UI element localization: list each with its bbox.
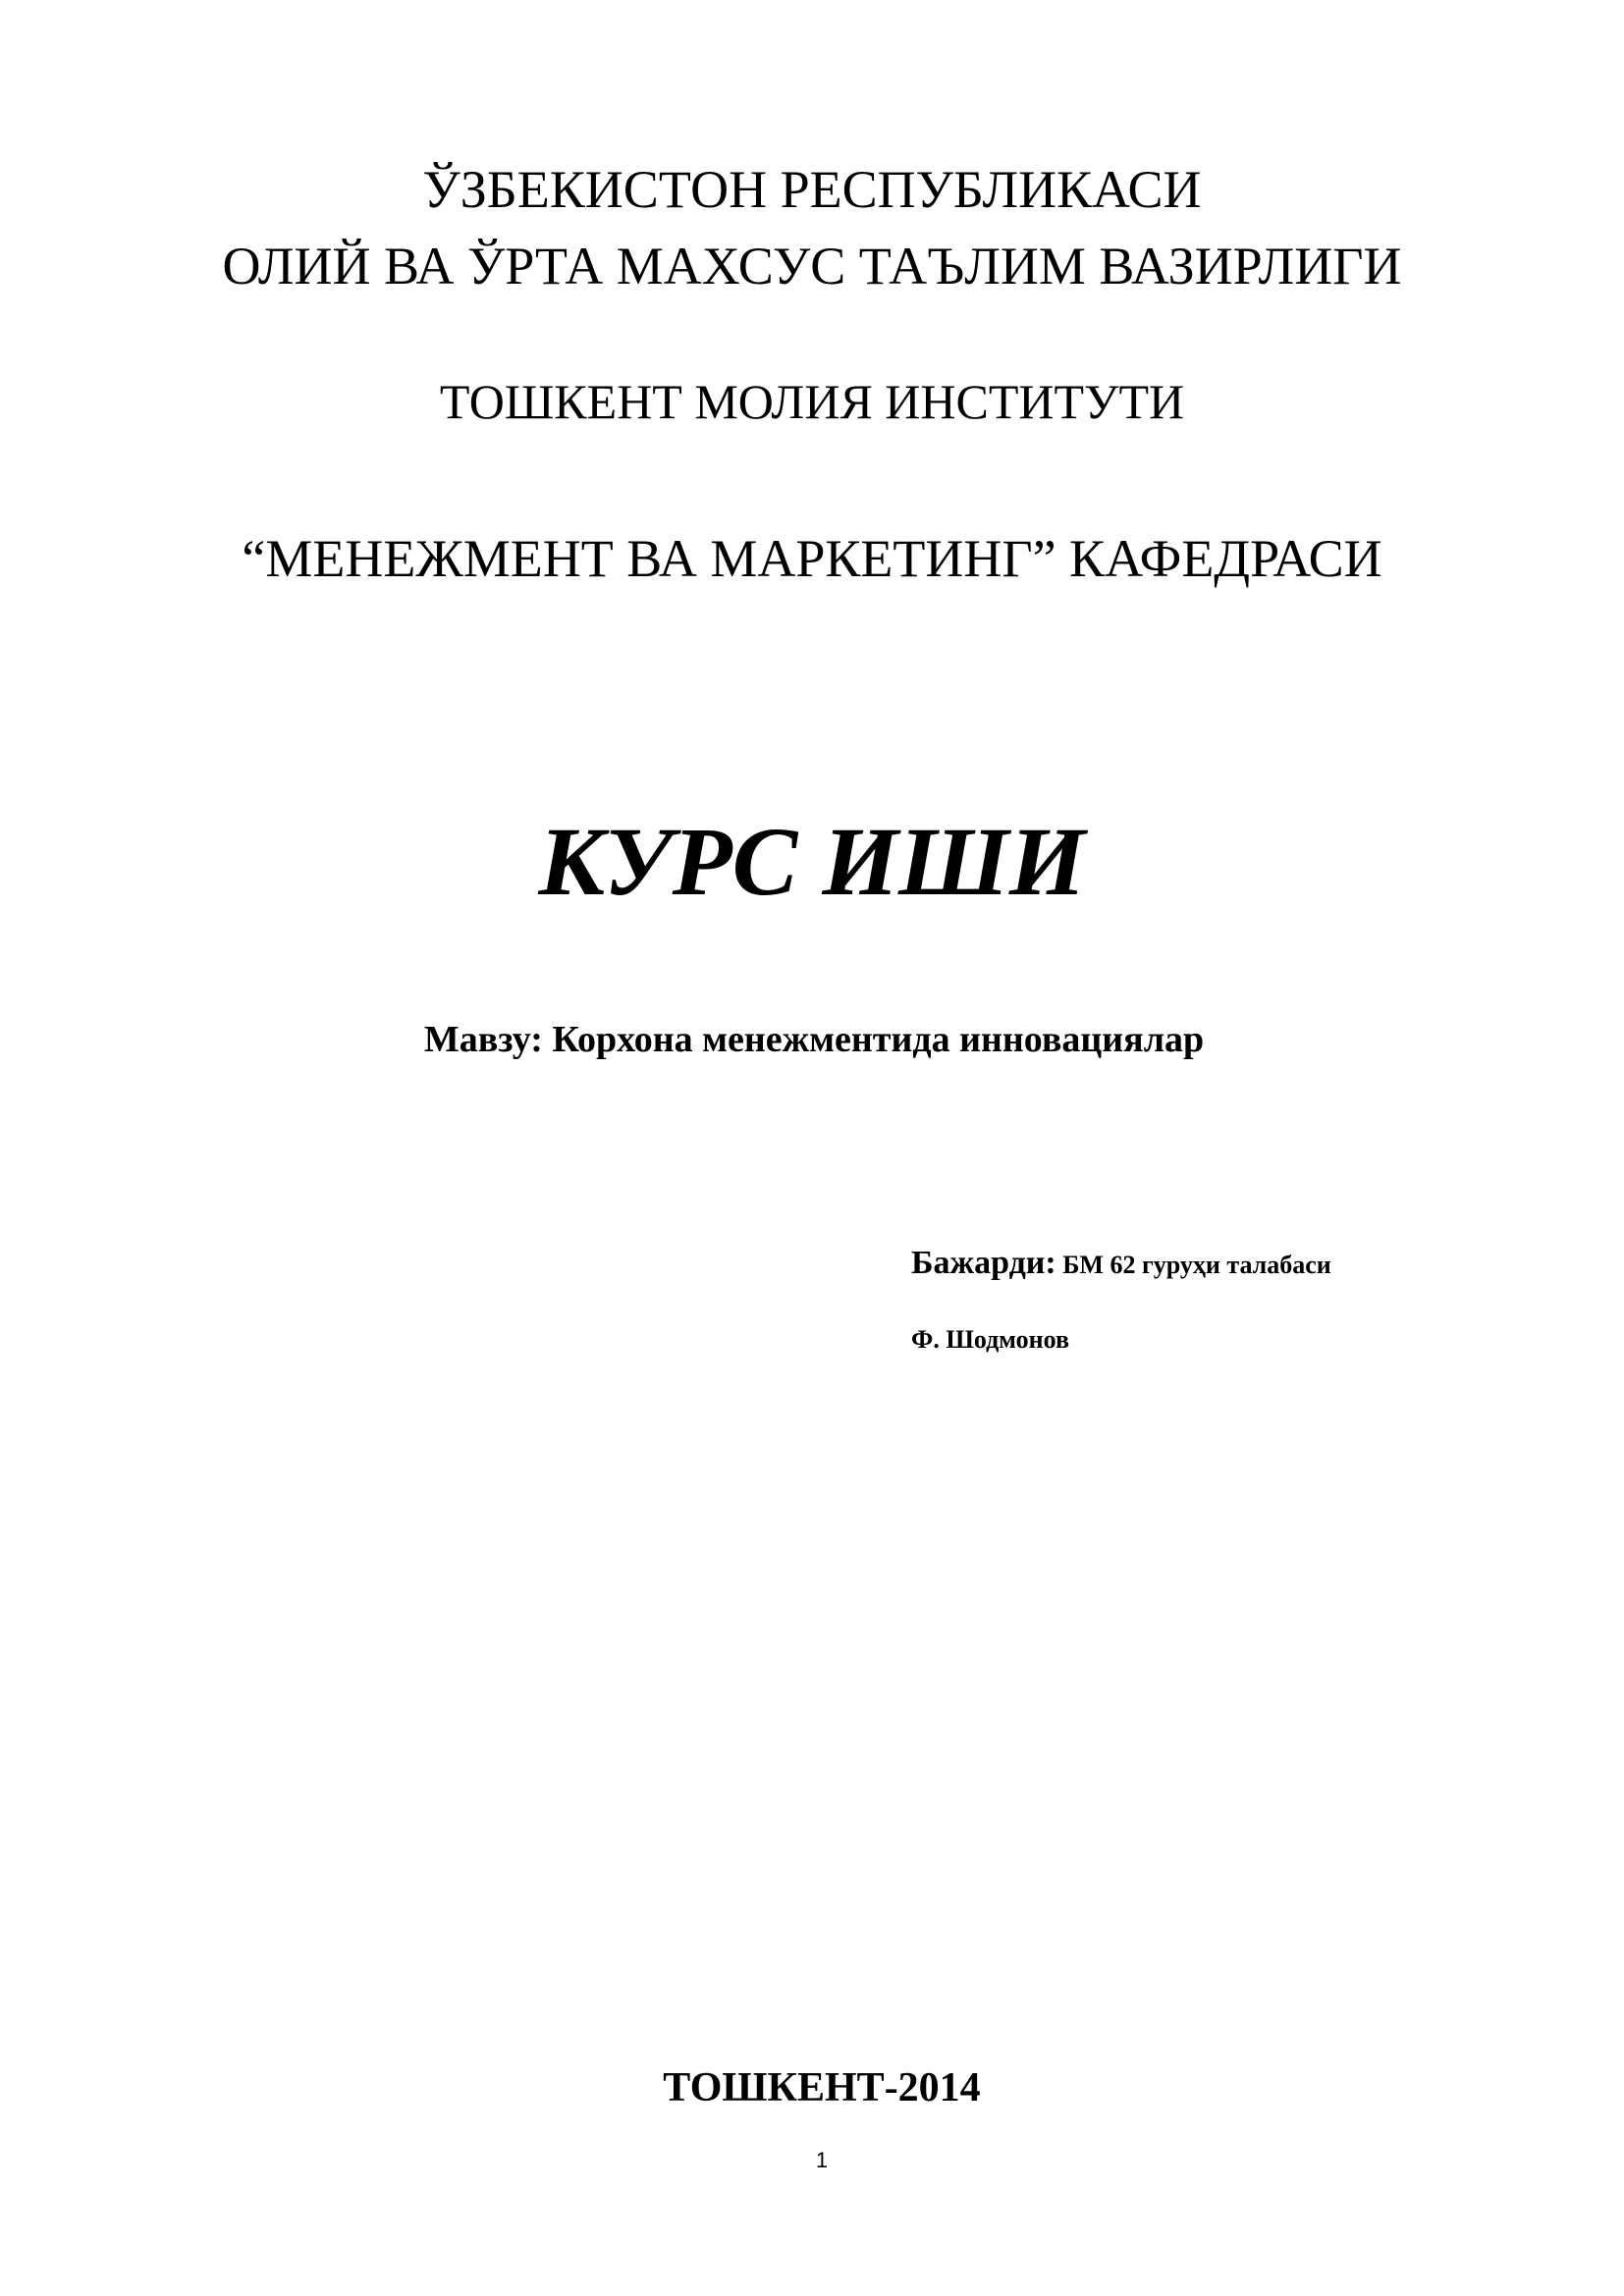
topic-line: Мавзу: Корхона менежментида инновациялар (423, 1019, 1205, 1060)
author-label: Бажарди: (911, 1245, 1056, 1281)
ministry-line-1: ЎЗБЕКИСТОН РЕСПУБЛИКАСИ (422, 160, 1202, 219)
institute-name: ТОШКЕНТ МОЛИЯ ИНСТИТУТИ (439, 374, 1185, 429)
department-name: “МЕНЕЖМЕНТ ВА МАРКЕТИНГ” КАФЕДРАСИ (242, 529, 1382, 588)
author-name: Ф. Шодмонов (911, 1325, 1070, 1354)
author-group: БМ 62 гуруҳи талабаси (1056, 1251, 1331, 1279)
author-line (911, 1247, 1331, 1280)
page-number: 1 (815, 2148, 829, 2172)
city-year: ТОШКЕНТ-2014 (663, 2065, 981, 2110)
ministry-line-2: ОЛИЙ ВА ЎРТА МАХСУС ТАЪЛИМ ВАЗИРЛИГИ (222, 237, 1402, 295)
document-type-title: КУРС ИШИ (538, 807, 1086, 916)
